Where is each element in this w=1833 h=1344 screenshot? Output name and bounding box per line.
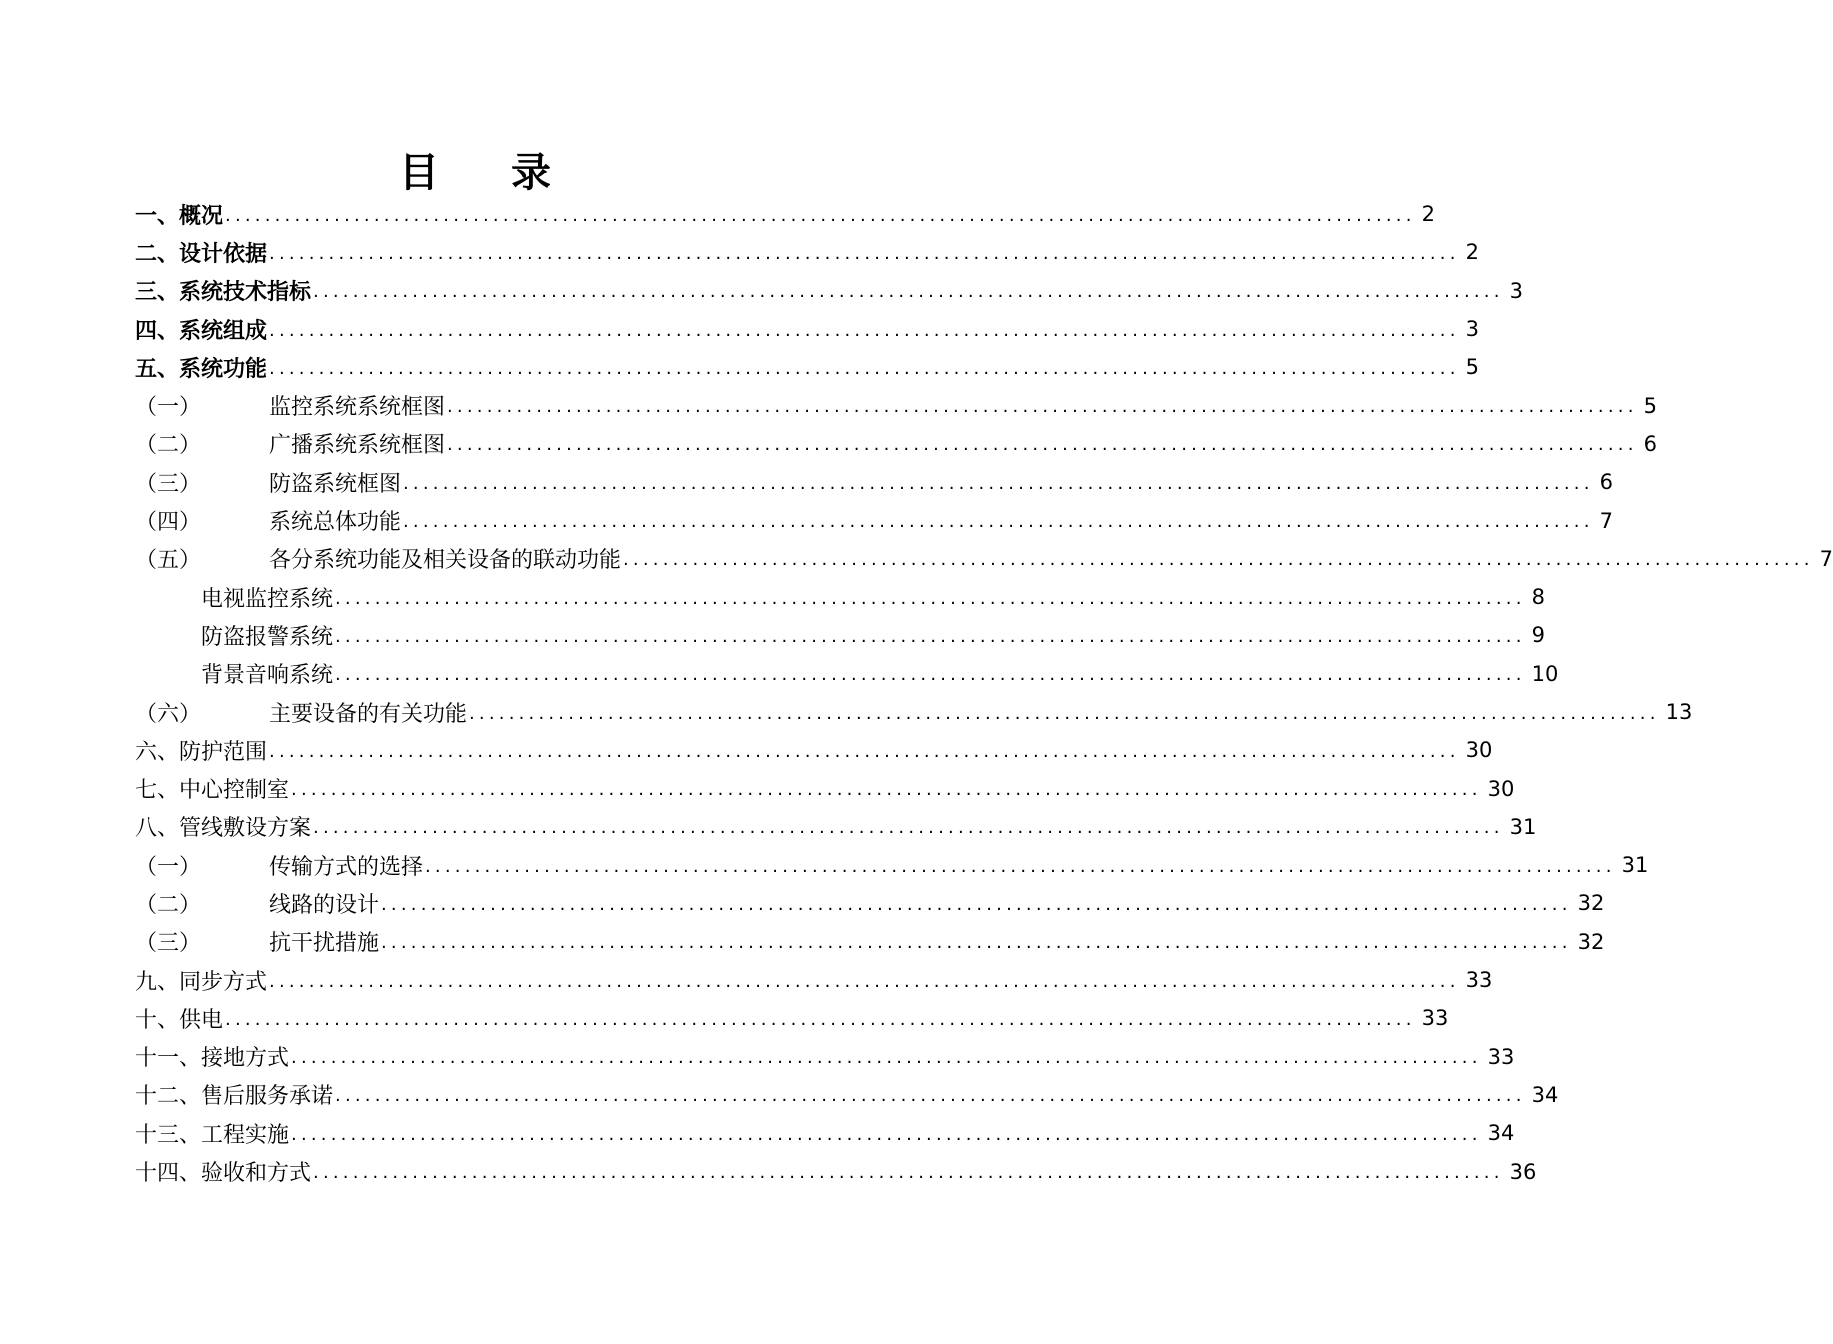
toc-entry[interactable] — [135, 999, 1449, 1037]
toc-entry[interactable] — [135, 769, 1515, 807]
toc-entry-title: 设计依据 — [179, 241, 268, 267]
toc-entry-title: 供电 — [179, 1007, 224, 1033]
toc-entry-page-number: 33 — [1487, 1044, 1515, 1069]
toc-dot-leader: ........................................................................................................................ — [335, 1085, 1526, 1107]
toc-entry[interactable] — [135, 195, 1436, 233]
toc-entry-number: 十、 — [135, 1007, 180, 1033]
toc-dot-leader: ........................................................................................................................ — [381, 932, 1572, 954]
toc-entry-title: 防护范围 — [179, 739, 268, 765]
page-title — [0, 148, 950, 198]
toc-entry[interactable] — [135, 386, 1657, 424]
toc-entry[interactable] — [135, 272, 1524, 310]
toc-entry-title: 防盗系统框图 — [269, 471, 402, 497]
toc-entry-page-number: 31 — [1509, 814, 1537, 839]
toc-entry-title: 传输方式的选择 — [269, 854, 424, 880]
toc-entry-number: （四） — [135, 510, 202, 536]
toc-entry-title: 广播系统系统框图 — [269, 433, 446, 459]
toc-entry-title: 各分系统功能及相关设备的联动功能 — [269, 548, 622, 574]
toc-entry[interactable] — [135, 1152, 1537, 1190]
toc-entry[interactable] — [135, 961, 1493, 999]
toc-entry-number: 十四、 — [135, 1161, 202, 1187]
page-title-char-2: 录 — [511, 150, 551, 196]
toc-entry[interactable] — [135, 808, 1537, 846]
toc-entry-page-number: 33 — [1421, 1006, 1449, 1031]
toc-dot-leader: ........................................................................................................................ — [269, 740, 1460, 762]
toc-entry-number: 六、 — [135, 739, 180, 765]
toc-entry-title: 系统总体功能 — [269, 510, 402, 536]
toc-entry-number: （二） — [135, 892, 202, 918]
toc-entry[interactable] — [135, 501, 1613, 539]
toc-entry-page-number: 6 — [1599, 470, 1613, 495]
toc-entry[interactable] — [135, 655, 1559, 693]
toc-entry-title: 接地方式 — [201, 1046, 290, 1072]
toc-entry-title: 管线敷设方案 — [179, 816, 312, 842]
toc-entry[interactable] — [135, 693, 1693, 731]
toc-entry-number: 五、 — [135, 356, 180, 382]
toc-entry[interactable] — [135, 425, 1657, 463]
toc-entry-page-number: 8 — [1531, 585, 1545, 610]
toc-entry[interactable] — [135, 463, 1613, 501]
toc-entry-title: 电视监控系统 — [201, 586, 334, 612]
toc-entry-title: 中心控制室 — [179, 778, 290, 804]
toc-dot-leader: ........................................................................................................................ — [403, 511, 1594, 533]
toc-entry-page-number: 36 — [1509, 1159, 1537, 1184]
toc-entry-number: 二、 — [135, 241, 180, 267]
toc-entry-page-number: 30 — [1465, 738, 1493, 763]
toc-entry-page-number: 32 — [1577, 929, 1605, 954]
toc-entry-number: 七、 — [135, 778, 180, 804]
toc-entry[interactable] — [135, 884, 1605, 922]
toc-entry-title: 概况 — [179, 203, 224, 229]
toc-entry-page-number: 7 — [1819, 546, 1833, 571]
toc-entry-title: 系统技术指标 — [179, 280, 312, 306]
toc-entry-number: 四、 — [135, 318, 180, 344]
toc-entry-page-number: 5 — [1465, 355, 1480, 380]
toc-dot-leader: ........................................................................................................................ — [403, 472, 1594, 494]
toc-entry[interactable] — [135, 846, 1649, 884]
toc-dot-leader: ........................................................................................................................ — [335, 625, 1526, 647]
toc-dot-leader: ........................................................................................................................ — [225, 204, 1416, 226]
toc-entry[interactable] — [135, 923, 1605, 961]
toc-dot-leader: ........................................................................................................................ — [291, 1123, 1482, 1145]
toc-entry[interactable] — [135, 1038, 1515, 1076]
toc-entry-number: （一） — [135, 395, 202, 421]
toc-entry-page-number: 31 — [1621, 853, 1649, 878]
toc-entry-title: 抗干扰措施 — [269, 931, 380, 957]
toc-dot-leader: ........................................................................................................................ — [269, 319, 1460, 341]
toc-entry-number: （三） — [135, 471, 202, 497]
toc-entry-title: 防盗报警系统 — [201, 624, 334, 650]
toc-entry-page-number: 2 — [1421, 202, 1436, 227]
toc-entry-title: 工程实施 — [201, 1122, 290, 1148]
toc-entry-title: 监控系统系统框图 — [269, 395, 446, 421]
toc-entry[interactable] — [135, 616, 1545, 654]
toc-dot-leader: ........................................................................................................................ — [291, 1047, 1482, 1069]
toc-entry-page-number: 32 — [1577, 891, 1605, 916]
toc-dot-leader: ........................................................................................................................ — [447, 434, 1638, 456]
toc-entry-page-number: 2 — [1465, 240, 1480, 265]
toc-entry-number: 十二、 — [135, 1084, 202, 1110]
toc-entry-number: （五） — [135, 548, 202, 574]
toc-entry-page-number: 10 — [1531, 661, 1559, 686]
toc-entry-title: 系统功能 — [179, 356, 268, 382]
toc-entry-title: 主要设备的有关功能 — [269, 701, 468, 727]
toc-entry-title: 线路的设计 — [269, 892, 380, 918]
toc-dot-leader: ........................................................................................................................ — [335, 664, 1526, 686]
toc-entry-number: （三） — [135, 931, 202, 957]
toc-entry[interactable] — [135, 310, 1480, 348]
toc-entry-number: 八、 — [135, 816, 180, 842]
toc-entry-title: 背景音响系统 — [201, 663, 334, 689]
toc-dot-leader: ........................................................................................................................ — [381, 893, 1572, 915]
toc-entry-number: 十一、 — [135, 1046, 202, 1072]
toc-dot-leader: ........................................................................................................................ — [313, 1162, 1504, 1184]
toc-entry-page-number: 6 — [1643, 431, 1657, 456]
toc-entry-page-number: 13 — [1665, 700, 1693, 724]
toc-dot-leader: ........................................................................................................................ — [313, 817, 1504, 839]
toc-entry-page-number: 34 — [1487, 1121, 1515, 1146]
toc-entry[interactable] — [135, 1114, 1515, 1152]
page-title-char-1: 目 — [399, 150, 439, 196]
toc-dot-leader: ........................................................................................................................ — [269, 242, 1460, 264]
toc-entry-number: 三、 — [135, 280, 180, 306]
toc-dot-leader: ........................................................................................................................ — [469, 702, 1660, 724]
toc-entry-title: 验收和方式 — [201, 1161, 312, 1187]
toc-entry[interactable] — [135, 578, 1545, 616]
toc-entry-title: 售后服务承诺 — [201, 1084, 334, 1110]
toc-entry[interactable] — [135, 1076, 1559, 1114]
toc-entry-number: 九、 — [135, 969, 180, 995]
toc-entry-page-number: 33 — [1465, 968, 1493, 993]
toc-entry-number: （一） — [135, 854, 202, 880]
toc-entry-page-number: 30 — [1487, 776, 1515, 801]
toc-entry-page-number: 34 — [1531, 1082, 1559, 1107]
toc-entry[interactable] — [135, 731, 1493, 769]
toc-dot-leader: ........................................................................................................................ — [447, 396, 1638, 418]
toc-entry-number: （六） — [135, 701, 202, 727]
toc-entry-title: 系统组成 — [179, 318, 268, 344]
toc-dot-leader: ........................................................................................................................ — [425, 855, 1616, 877]
toc-entry-number: 十三、 — [135, 1122, 202, 1148]
toc-dot-leader: ........................................................................................................................ — [225, 1008, 1416, 1030]
toc-dot-leader: ........................................................................................................................ — [313, 281, 1504, 303]
toc-entry-page-number: 9 — [1531, 623, 1545, 648]
table-of-contents — [135, 195, 1833, 1191]
toc-entry-page-number: 3 — [1509, 278, 1524, 303]
toc-entry[interactable] — [135, 540, 1833, 578]
toc-entry-page-number: 3 — [1465, 317, 1480, 342]
toc-dot-leader: ........................................................................................................................ — [269, 970, 1460, 992]
toc-dot-leader: ........................................................................................................................ — [623, 549, 1814, 571]
toc-entry-number: 一、 — [135, 203, 180, 229]
toc-dot-leader: ........................................................................................................................ — [269, 357, 1460, 379]
toc-entry[interactable] — [135, 233, 1480, 271]
toc-entry-title: 同步方式 — [179, 969, 268, 995]
toc-dot-leader: ........................................................................................................................ — [291, 779, 1482, 801]
toc-entry-number: （二） — [135, 433, 202, 459]
toc-entry-page-number: 5 — [1643, 393, 1657, 418]
toc-entry[interactable] — [135, 348, 1480, 386]
toc-dot-leader: ........................................................................................................................ — [335, 587, 1526, 609]
toc-entry-page-number: 7 — [1599, 508, 1613, 533]
